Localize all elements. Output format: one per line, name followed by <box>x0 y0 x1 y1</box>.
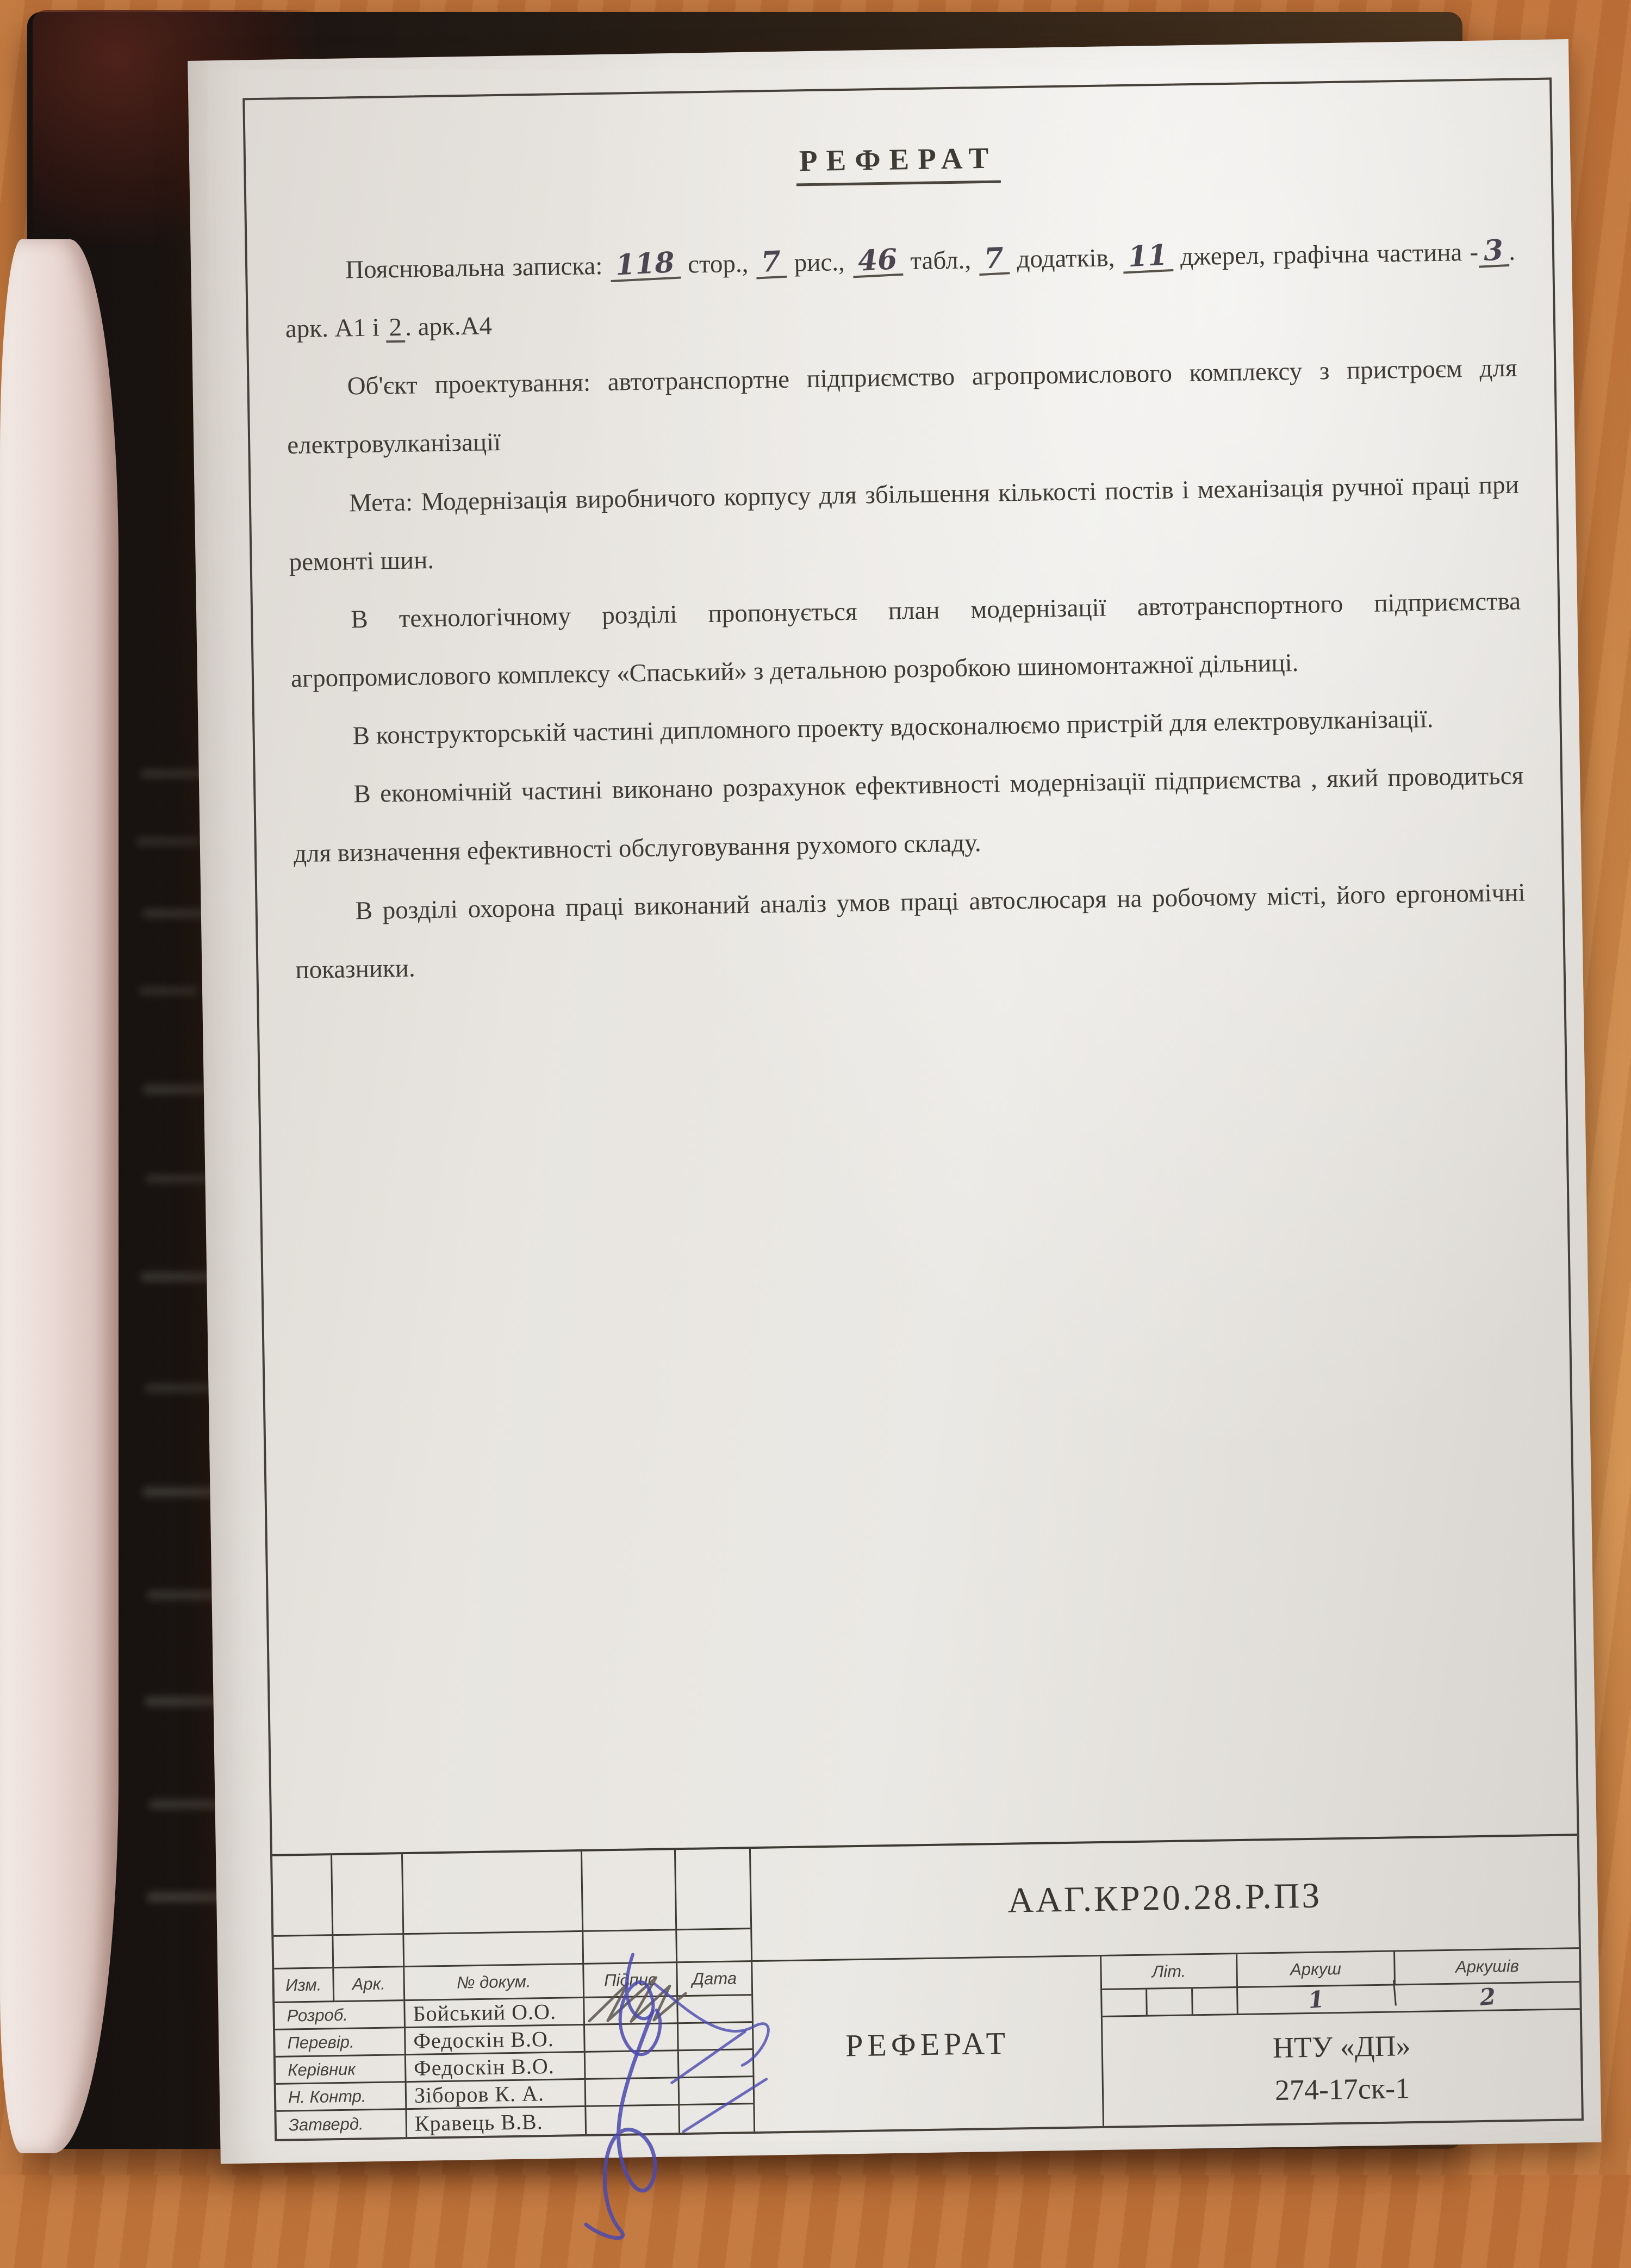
title-block-lower <box>752 1949 1582 2132</box>
lit-subcells <box>1102 1988 1238 2016</box>
title-block <box>272 1834 1582 2139</box>
revision-cell <box>583 1930 677 1965</box>
name-zatverd: Кравець В.В. <box>407 2107 587 2137</box>
document-title-cell: РЕФЕРАТ <box>752 1956 1104 2132</box>
role-nkontr: Н. Контр. <box>276 2083 407 2112</box>
document-code: ААГ.КР20.28.Р.ПЗ <box>751 1836 1579 1962</box>
page-title: РЕФЕРАТ <box>796 140 1001 186</box>
revision-cell <box>404 1932 584 1967</box>
revision-cell <box>403 1851 583 1935</box>
role-rozrob: Розроб. <box>275 2001 406 2030</box>
lit-subcell <box>1193 1988 1237 2014</box>
stats-text: рис., <box>786 247 853 277</box>
organization-name: НТУ «ДП» <box>1272 2029 1411 2065</box>
handwritten-tables-count: 46 <box>852 245 904 278</box>
stats-text: додатків, <box>1009 243 1123 274</box>
paragraph-labour-safety: В розділі охорона праці виконаний аналіз умов праці автослюсаря на робочому місті, його ергономічні показники. <box>295 878 1526 984</box>
ghost-text-smudge <box>136 837 201 846</box>
arkush-header: Аркуш <box>1237 1952 1396 1986</box>
a4-sheets-count: 2 <box>385 315 405 343</box>
handwritten-sources-count: 11 <box>1122 241 1173 274</box>
stats-text: . арк. А1 і <box>285 237 1516 344</box>
arkushiv-header: Аркушів <box>1455 1956 1520 1977</box>
revision-cell <box>272 1855 333 1937</box>
stats-text: . арк.А4 <box>404 312 493 341</box>
abstract-text <box>284 223 1527 999</box>
name-nkontr: Зіборов К. А. <box>407 2080 587 2110</box>
name-rozrob: Бойський О.О. <box>405 1998 585 2028</box>
date-cell <box>679 2050 753 2078</box>
document-page <box>188 39 1601 2164</box>
ghost-text-smudge <box>145 1384 215 1393</box>
sheets-total-value: 2 <box>1478 1983 1497 2011</box>
handwritten-pages-count: 118 <box>609 248 681 282</box>
curled-page-edge <box>0 239 119 2153</box>
organization-cell <box>1103 2010 1582 2126</box>
revision-cell <box>273 1936 334 1969</box>
revision-cell <box>333 1935 404 1968</box>
paragraph-economics: В економічній частині виконано розрахунок ефективності модернізації підприємства , який проводиться для визначення ефективності обслуговування рухомого складу. <box>293 761 1524 868</box>
date-cell <box>678 2023 752 2051</box>
col-header-izm: Изм. <box>274 1968 334 2003</box>
stats-text: джерел, графічна частина - <box>1172 238 1479 271</box>
col-header-ndok: № докум. <box>404 1965 584 2001</box>
drawing-frame <box>242 78 1584 2141</box>
col-header-data: Дата <box>677 1962 751 1997</box>
role-kerivnyk: Керівник <box>276 2055 407 2085</box>
revision-cell <box>332 1854 404 1936</box>
revision-cell <box>677 1929 751 1963</box>
col-header-ark: Арк. <box>334 1967 405 2002</box>
signature-cell <box>586 2078 680 2107</box>
abstract-stats-paragraph <box>284 223 1516 359</box>
revision-cell <box>582 1850 677 1932</box>
handwritten-appendices-count: 7 <box>978 244 1010 276</box>
ghost-text-smudge <box>139 987 198 995</box>
sheet-info-column <box>1101 1949 1582 2126</box>
paragraph-technology: В технологічному розділі пропонується план модернізації автотранспортного підприємства агропромислового комплексу «Спаський» з детальною розробкою шиномонтажної дільниці. <box>290 587 1521 693</box>
handwritten-figures-count: 7 <box>755 247 787 279</box>
signature-cell <box>585 2024 679 2053</box>
lit-header: Літ. <box>1101 1954 1238 1989</box>
page-content <box>245 80 1582 2139</box>
sheet-number-value: 1 <box>1237 1980 1397 2019</box>
group-code: 274-17ск-1 <box>1274 2072 1410 2107</box>
paragraph-design: В конструкторській частині дипломного проекту вдосконалюємо пристрій для електровулканізації. <box>352 705 1434 750</box>
paragraph-goal: Мета: Модернізація виробничого корпусу для збільшення кількості постів і механізація ручної праці при ремонті шин. <box>289 470 1520 576</box>
signature-cell <box>584 1997 678 2025</box>
role-perevir: Перевір. <box>275 2028 406 2058</box>
signature-cell <box>586 2105 680 2134</box>
lit-subcell <box>1147 1989 1193 2015</box>
signature-cell <box>586 2051 680 2080</box>
lit-subcell <box>1102 1990 1148 2016</box>
stats-text: стор., <box>680 249 756 279</box>
date-cell <box>680 2104 754 2133</box>
approval-table <box>272 1849 755 2139</box>
stats-text: табл., <box>902 246 979 276</box>
revision-cell <box>676 1849 750 1930</box>
date-cell <box>680 2077 754 2105</box>
handwritten-a1-sheets-count: 3 <box>1478 236 1510 268</box>
name-perevir: Федоскін В.О. <box>406 2025 586 2055</box>
stats-lead: Пояснювальна записка: <box>345 251 611 284</box>
title-block-right <box>751 1836 1582 2132</box>
title-block-area <box>272 1834 1582 2139</box>
paragraph-object: Об'єкт проектування: автотранспортне підприємство агропромислового комплексу з пристроєм для електровулканізації <box>287 353 1517 460</box>
role-zatverd: Затверд. <box>276 2110 407 2139</box>
date-cell <box>678 1996 752 2024</box>
col-header-pidpys: Підпис <box>584 1963 678 1998</box>
name-kerivnyk: Федоскін В.О. <box>406 2053 586 2083</box>
